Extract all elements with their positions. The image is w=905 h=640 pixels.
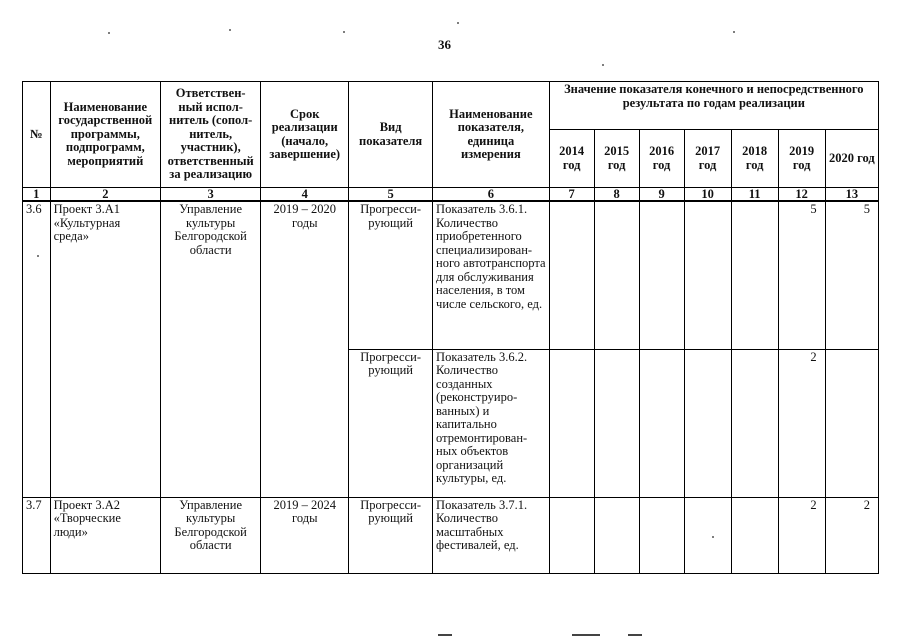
value-cell	[731, 201, 778, 349]
value-cell	[549, 349, 594, 497]
value-cell	[684, 497, 731, 573]
value-cell: 2	[778, 349, 825, 497]
row-period: 2019 – 2024 годы	[261, 497, 349, 573]
header-year: 2020 год	[825, 130, 878, 188]
value-cell: 2	[825, 497, 878, 573]
scan-dot	[343, 31, 345, 33]
value-cell	[594, 497, 639, 573]
header-indicator-type: Вид показателя	[349, 82, 433, 188]
header-program-name: Наименование государственной программы, подпрограмм, мероприятий	[50, 82, 160, 188]
header-number: №	[23, 82, 51, 188]
header-year: 2015 год	[594, 130, 639, 188]
value-cell: 5	[825, 201, 878, 349]
value-cell	[639, 349, 684, 497]
column-number: 8	[594, 188, 639, 202]
value-cell	[639, 497, 684, 573]
value-cell: 2	[778, 497, 825, 573]
row-project-name: Проект 3.А1 «Культурная среда»	[50, 201, 160, 497]
page-number: 36	[438, 37, 451, 52]
value-cell	[549, 201, 594, 349]
scan-mark	[438, 634, 452, 636]
indicator-name: Показатель 3.7.1. Количество масштабных фестивалей, ед.	[433, 497, 550, 573]
column-numbers-row	[23, 188, 879, 202]
header-indicator-name: Наименование показателя, единица измерения	[433, 82, 550, 188]
indicators-table	[22, 81, 879, 574]
header-year: 2018 год	[731, 130, 778, 188]
value-cell	[731, 497, 778, 573]
header-year: 2014 год	[549, 130, 594, 188]
scan-dot	[733, 31, 735, 33]
row-number: 3.7	[23, 497, 51, 573]
scan-dot	[108, 32, 110, 34]
header-year: 2019 год	[778, 130, 825, 188]
value-cell	[594, 201, 639, 349]
row-executor: Управление культуры Белгородской области	[161, 201, 261, 497]
column-number: 10	[684, 188, 731, 202]
column-number: 4	[261, 188, 349, 202]
indicator-type: Прогресси-рующий	[349, 349, 433, 497]
indicator-name: Показатель 3.6.2. Количество созданных (реконструиро-ванных) и капитально отремонтирован-ных объектов организаций культуры, ед.	[433, 349, 550, 497]
row-project-name: Проект 3.А2 «Творческие люди»	[50, 497, 160, 573]
value-cell	[639, 201, 684, 349]
column-number: 6	[433, 188, 550, 202]
value-cell	[684, 349, 731, 497]
scan-mark	[628, 634, 642, 636]
indicator-type: Прогресси-рующий	[349, 497, 433, 573]
header-executor: Ответствен-ный испол-нитель (сопол-нитель, участник), ответственный за реализацию	[161, 82, 261, 188]
header-period: Срок реализации (начало, завершение)	[261, 82, 349, 188]
value-cell: 5	[778, 201, 825, 349]
row-number: 3.6	[23, 201, 51, 497]
column-number: 11	[731, 188, 778, 202]
value-cell	[825, 349, 878, 497]
table-row	[23, 497, 879, 573]
indicator-type: Прогресси-рующий	[349, 201, 433, 349]
header-row-1	[23, 82, 879, 130]
row-executor: Управление культуры Белгородской области	[161, 497, 261, 573]
column-number: 2	[50, 188, 160, 202]
header-year: 2016 год	[639, 130, 684, 188]
value-cell	[594, 349, 639, 497]
column-number: 3	[161, 188, 261, 202]
scan-dot	[457, 22, 459, 24]
table-row	[23, 201, 879, 349]
value-cell	[549, 497, 594, 573]
header-values-group: Значение показателя конечного и непосредственного результата по годам реализации	[549, 82, 878, 130]
column-number: 13	[825, 188, 878, 202]
indicator-name: Показатель 3.6.1. Количество приобретенного специализирован-ного автотранспорта для обслуживания населения, в том числе сельского, ед.	[433, 201, 550, 349]
column-number: 5	[349, 188, 433, 202]
scan-dot	[602, 64, 604, 66]
scan-mark	[572, 634, 600, 636]
value-cell	[731, 349, 778, 497]
value-cell	[684, 201, 731, 349]
row-period: 2019 – 2020 годы	[261, 201, 349, 497]
column-number: 12	[778, 188, 825, 202]
column-number: 1	[23, 188, 51, 202]
scan-dot	[37, 255, 39, 257]
header-year: 2017 год	[684, 130, 731, 188]
scan-dot	[712, 536, 714, 538]
column-number: 9	[639, 188, 684, 202]
column-number: 7	[549, 188, 594, 202]
scan-dot	[229, 29, 231, 31]
